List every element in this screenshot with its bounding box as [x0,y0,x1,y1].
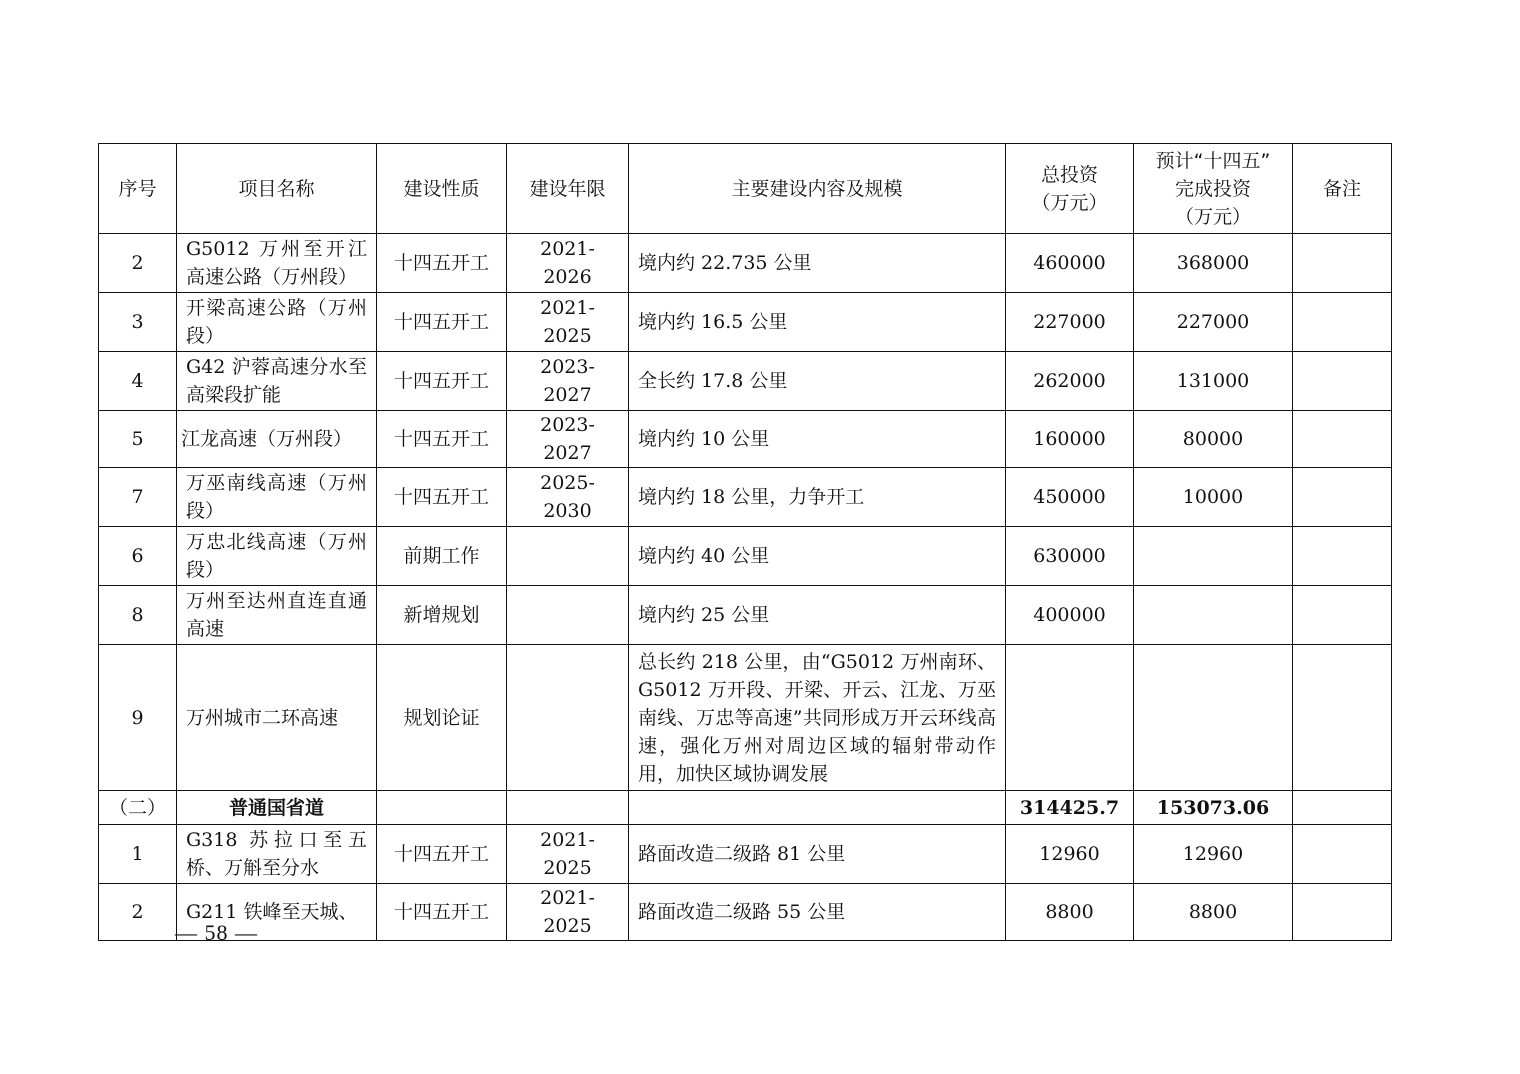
cell-total: 12960 [1006,825,1134,884]
cell-period [507,586,629,645]
cell-content: 境内约 18 公里，力争开工 [629,468,1006,527]
cell-total [1006,645,1134,791]
cell-period: 2021-2025 [507,825,629,884]
cell-nature: 十四五开工 [377,352,507,411]
header-name: 项目名称 [177,144,377,234]
cell-plan: 368000 [1134,234,1293,293]
cell-plan [1134,527,1293,586]
cell-content: 境内约 25 公里 [629,586,1006,645]
cell-plan: 227000 [1134,293,1293,352]
cell-name: 万巫南线高速（万州段） [177,468,377,527]
table-row [99,293,1392,352]
header-row [99,144,1392,234]
cell-total: 160000 [1006,411,1134,468]
cell-plan [1134,645,1293,791]
cell-content: 总长约 218 公里，由“G5012 万州南环、G5012 万开段、开梁、开云、江龙、万巫南线、万忠等高速”共同形成万开云环线高速，强化万州对周边区域的辐射带动作用，加快区域协调发展 [629,645,1006,791]
cell-content: 境内约 10 公里 [629,411,1006,468]
table-row [99,586,1392,645]
cell-total: 460000 [1006,234,1134,293]
cell-name: G211 铁峰至天城、 [177,884,377,941]
cell-period: 2023-2027 [507,411,629,468]
cell-nature: 十四五开工 [377,468,507,527]
cell-content: 路面改造二级路 81 公里 [629,825,1006,884]
cell-content: 境内约 40 公里 [629,527,1006,586]
cell-seq: 4 [99,352,177,411]
cell-note [1293,234,1392,293]
cell-period: 2021-2025 [507,293,629,352]
table-row [99,825,1392,884]
table-row [99,645,1392,791]
cell-seq: 3 [99,293,177,352]
header-content: 主要建设内容及规模 [629,144,1006,234]
header-plan-line1: 预计“十四五” [1155,149,1271,172]
cell-period: 2025-2030 [507,468,629,527]
cell-plan: 80000 [1134,411,1293,468]
cell-period [507,527,629,586]
section-total: 314425.7 [1006,791,1134,825]
cell-note [1293,884,1392,941]
cell-seq: 9 [99,645,177,791]
section-plan: 153073.06 [1134,791,1293,825]
cell-period: 2021-2025 [507,884,629,941]
cell-period: 2021-2026 [507,234,629,293]
cell-nature: 新增规划 [377,586,507,645]
section-note [1293,791,1392,825]
cell-name: 万州至达州直连直通高速 [177,586,377,645]
cell-period: 2023-2027 [507,352,629,411]
table-row [99,884,1392,941]
cell-note [1293,293,1392,352]
header-plan-line3: （万元） [1174,205,1251,228]
cell-name: 万州城市二环高速 [177,645,377,791]
cell-note [1293,586,1392,645]
section-nature [377,791,507,825]
cell-total: 227000 [1006,293,1134,352]
cell-note [1293,527,1392,586]
header-nature: 建设性质 [377,144,507,234]
header-total [1006,144,1134,234]
table-row [99,411,1392,468]
cell-plan: 131000 [1134,352,1293,411]
section-seq: （二） [99,791,177,825]
cell-nature: 十四五开工 [377,825,507,884]
cell-total: 630000 [1006,527,1134,586]
cell-nature: 十四五开工 [377,293,507,352]
cell-name: G42 沪蓉高速分水至高梁段扩能 [177,352,377,411]
cell-seq: 1 [99,825,177,884]
cell-nature: 规划论证 [377,645,507,791]
cell-name: G318 苏拉口至五桥、万斛至分水 [177,825,377,884]
section-name: 普通国省道 [177,791,377,825]
cell-plan: 12960 [1134,825,1293,884]
cell-seq: 2 [99,884,177,941]
cell-total: 8800 [1006,884,1134,941]
cell-nature: 十四五开工 [377,411,507,468]
cell-plan: 8800 [1134,884,1293,941]
page-number: — 58 — [175,920,258,945]
header-total-line2: （万元） [1031,191,1108,214]
cell-name: G5012 万州至开江高速公路（万州段） [177,234,377,293]
header-seq: 序号 [99,144,177,234]
cell-content: 路面改造二级路 55 公里 [629,884,1006,941]
header-plan [1134,144,1293,234]
header-period: 建设年限 [507,144,629,234]
cell-seq: 7 [99,468,177,527]
cell-total: 262000 [1006,352,1134,411]
header-total-line1: 总投资 [1040,163,1098,186]
cell-content: 境内约 16.5 公里 [629,293,1006,352]
cell-note [1293,468,1392,527]
cell-name: 万忠北线高速（万州段） [177,527,377,586]
cell-nature: 前期工作 [377,527,507,586]
cell-seq: 8 [99,586,177,645]
header-note: 备注 [1293,144,1392,234]
section-content [629,791,1006,825]
cell-note [1293,352,1392,411]
header-plan-line2: 完成投资 [1174,177,1251,200]
cell-seq: 5 [99,411,177,468]
table-row [99,527,1392,586]
cell-seq: 2 [99,234,177,293]
cell-total: 450000 [1006,468,1134,527]
cell-name: 开梁高速公路（万州段） [177,293,377,352]
cell-note [1293,825,1392,884]
table-row [99,468,1392,527]
cell-name: 江龙高速（万州段） [177,411,377,468]
project-table [98,143,1392,941]
cell-seq: 6 [99,527,177,586]
cell-nature: 十四五开工 [377,234,507,293]
cell-content: 境内约 22.735 公里 [629,234,1006,293]
cell-plan [1134,586,1293,645]
table-row [99,352,1392,411]
cell-nature: 十四五开工 [377,884,507,941]
cell-period [507,645,629,791]
section-period [507,791,629,825]
cell-plan: 10000 [1134,468,1293,527]
cell-note [1293,645,1392,791]
cell-total: 400000 [1006,586,1134,645]
cell-note [1293,411,1392,468]
cell-content: 全长约 17.8 公里 [629,352,1006,411]
section-row [99,791,1392,825]
table-row [99,234,1392,293]
